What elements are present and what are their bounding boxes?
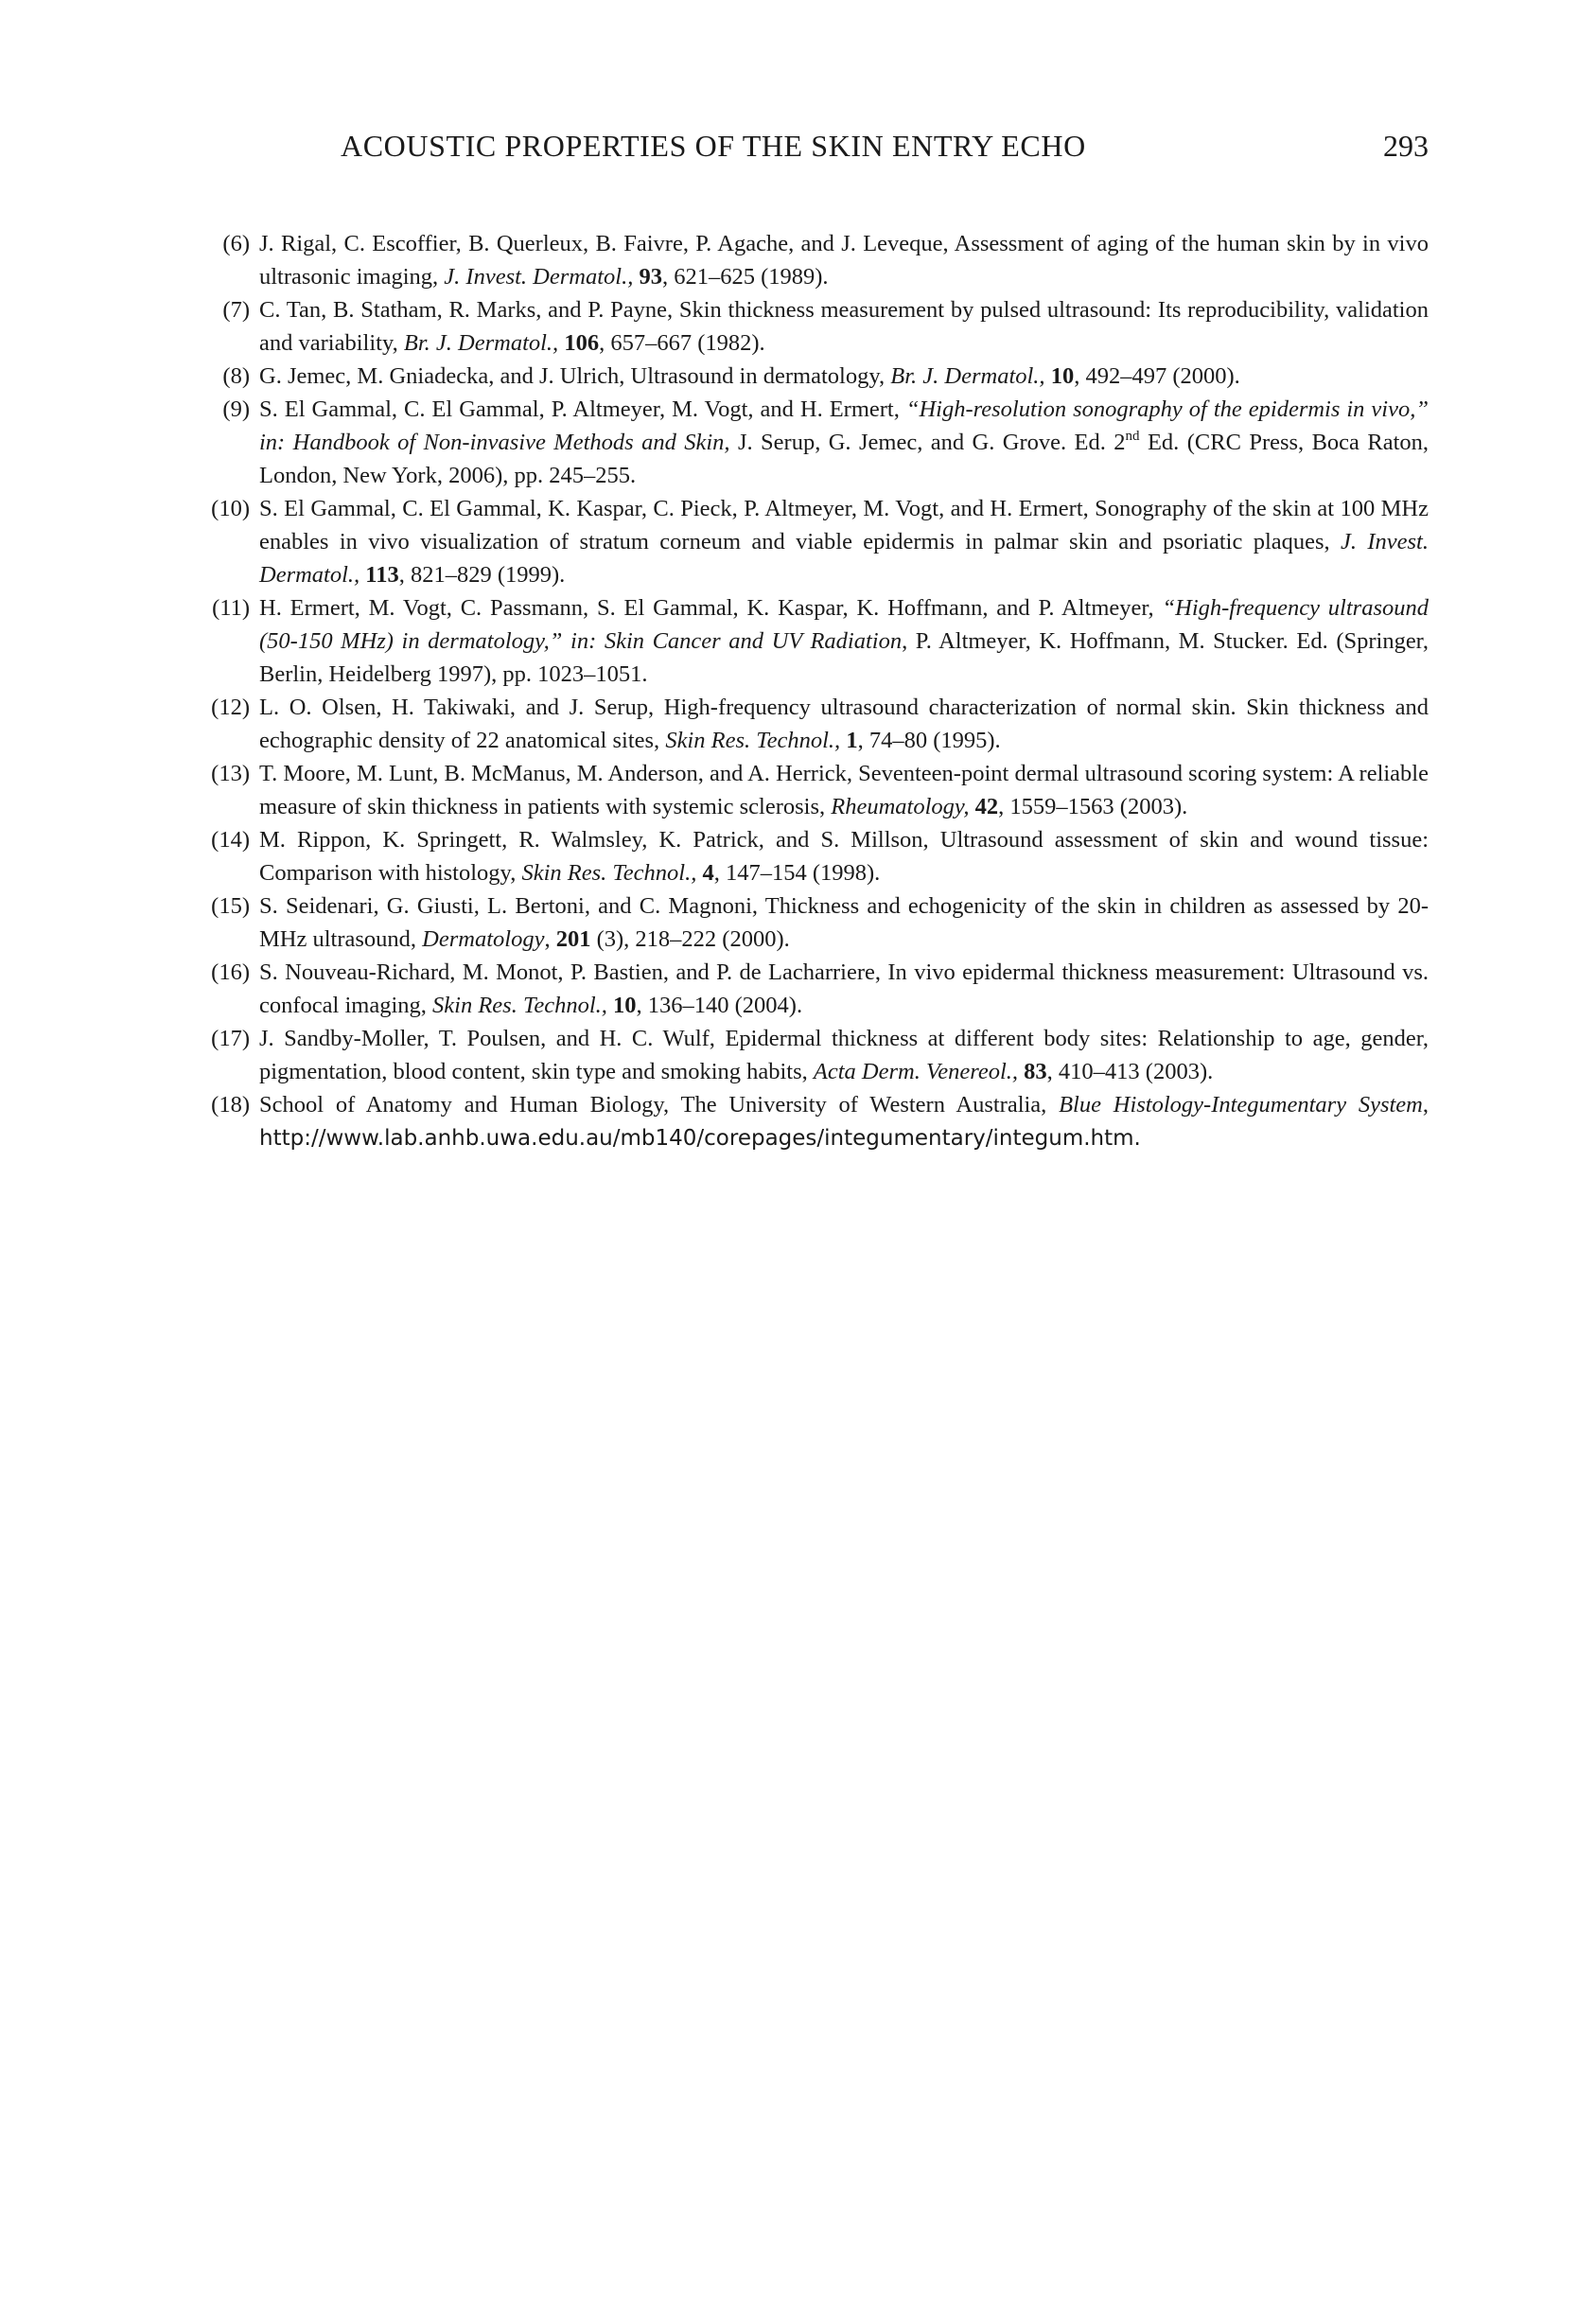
text-segment: G. Jemec, M. Gniadecka, and J. Ulrich, Ultrasound in dermatology, <box>259 363 891 389</box>
reference-text <box>259 227 1429 293</box>
italic-segment: Br. J. Dermatol., <box>403 330 559 356</box>
reference-item <box>197 393 1429 492</box>
superscript-segment: nd <box>1125 429 1140 444</box>
reference-item <box>197 360 1429 393</box>
text-segment: S. El Gammal, C. El Gammal, K. Kaspar, C. Pieck, P. Altmeyer, M. Vogt, and H. Ermert, Sonography of the skin at 100 MHz enables in vivo visualization of stratum corneum and viable epidermis in palmar skin and psoriatic plaques, <box>259 496 1429 554</box>
text-segment: , <box>1422 1092 1429 1118</box>
reference-text <box>259 757 1429 823</box>
italic-segment: J. Invest. Dermatol., <box>444 264 634 290</box>
text-segment: S. El Gammal, C. El Gammal, P. Altmeyer, M. Vogt, and H. Ermert, <box>259 396 906 422</box>
text-segment: J. Rigal, C. Escoffier, B. Querleux, B. Faivre, P. Agache, and J. Leveque, Assessment of aging of the human skin by in vivo ultrasonic imaging, <box>259 231 1429 290</box>
text-segment: , <box>544 926 556 952</box>
reference-number: (9) <box>222 396 250 422</box>
text-segment: , 1559–1563 (2003). <box>998 794 1188 819</box>
reference-number: (12) <box>211 695 250 720</box>
italic-segment: Rheumatology, <box>831 794 970 819</box>
text-segment: J. Sandby-Moller, T. Poulsen, and H. C. Wulf, Epidermal thickness at different body sites: Relationship to age, gender, pigmentation, blood content, skin type and smoking habits, <box>259 1026 1429 1084</box>
text-segment: Ed. (CRC Press, Boca Raton, London, New York, 2006), pp. 245–255. <box>259 430 1429 488</box>
reference-number: (11) <box>212 595 250 621</box>
reference-item <box>197 691 1429 757</box>
reference-number: (15) <box>211 893 250 919</box>
reference-number: (7) <box>222 297 250 323</box>
italic-segment: Dermatology <box>422 926 545 952</box>
reference-text <box>259 591 1429 691</box>
reference-item <box>197 823 1429 889</box>
reference-item <box>197 956 1429 1022</box>
text-segment: T. Moore, M. Lunt, B. McManus, M. Anderson, and A. Herrick, Seventeen-point dermal ultrasound scoring system: A reliable measure of skin thickness in patients with systemic sclerosis, <box>259 761 1429 819</box>
running-title: ACOUSTIC PROPERTIES OF THE SKIN ENTRY ECHO <box>341 129 1086 163</box>
text-segment: School of Anatomy and Human Biology, The University of Western Australia, <box>259 1092 1060 1118</box>
reference-text <box>259 889 1429 956</box>
text-segment: C. Tan, B. Statham, R. Marks, and P. Payne, Skin thickness measurement by pulsed ultrasound: Its reproducibility, validation and variability, <box>259 297 1429 356</box>
reference-item <box>197 1088 1429 1155</box>
text-segment: S. Nouveau-Richard, M. Monot, P. Bastien, and P. de Lacharriere, In vivo epidermal thickness measurement: Ultrasound vs. confocal imaging, <box>259 959 1429 1018</box>
bold-segment: 93 <box>639 264 662 290</box>
text-segment: S. Seidenari, G. Giusti, L. Bertoni, and C. Magnoni, Thickness and echogenicity of the skin in children as assessed by 20-MHz ultrasound, <box>259 893 1429 952</box>
reference-text <box>259 393 1429 492</box>
reference-item <box>197 889 1429 956</box>
reference-item <box>197 293 1429 360</box>
reference-number: (18) <box>211 1092 250 1118</box>
reference-number: (13) <box>211 761 250 786</box>
bold-segment: 1 <box>846 728 858 753</box>
text-segment: J. Serup, G. Jemec, and G. Grove. Ed. 2 <box>729 430 1126 455</box>
reference-item <box>197 1022 1429 1088</box>
italic-segment: “High-resolution sonography of the epidermis in vivo,” in: Handbook of Non-invasive Methods and Skin, <box>259 396 1429 455</box>
text-segment: , 74–80 (1995). <box>857 728 1001 753</box>
italic-segment: Skin Res. Technol., <box>432 993 607 1018</box>
reference-text <box>259 1022 1429 1088</box>
reference-number: (8) <box>222 363 250 389</box>
text-segment: , 147–154 (1998). <box>713 860 881 886</box>
reference-item <box>197 492 1429 591</box>
text-segment: (3), 218–222 (2000). <box>590 926 790 952</box>
text-segment: , 410–413 (2003). <box>1046 1059 1214 1084</box>
reference-text <box>259 956 1429 1022</box>
reference-text <box>259 823 1429 889</box>
bold-segment: 113 <box>365 562 399 588</box>
italic-segment: J. Invest. Dermatol., <box>259 529 1429 588</box>
reference-text <box>259 293 1429 360</box>
italic-segment: “High-frequency ultrasound (50-150 MHz) in dermatology,” in: Skin Cancer and UV Radiation <box>259 595 1429 654</box>
bold-segment: 106 <box>564 330 600 356</box>
text-segment: , P. Altmeyer, K. Hoffmann, M. Stucker. Ed. (Springer, Berlin, Heidelberg 1997), pp. 1023–1051. <box>259 628 1429 687</box>
reference-list <box>197 227 1429 1155</box>
reference-number: (10) <box>211 496 250 521</box>
reference-item <box>197 591 1429 691</box>
bold-segment: 4 <box>702 860 714 886</box>
text-segment: , 657–667 (1982). <box>599 330 765 356</box>
reference-number: (16) <box>211 959 250 985</box>
url-link[interactable]: http://www.lab.anhb.uwa.edu.au/mb140/corepages/integumentary/integum.htm. <box>259 1126 1141 1151</box>
italic-segment: Br. J. Dermatol., <box>890 363 1045 389</box>
italic-segment: Skin Res. Technol., <box>521 860 697 886</box>
text-segment: , 136–140 (2004). <box>636 993 803 1018</box>
running-head <box>341 129 1429 170</box>
reference-text <box>259 691 1429 757</box>
bold-segment: 10 <box>1050 363 1075 389</box>
reference-number: (17) <box>211 1026 250 1051</box>
reference-item <box>197 757 1429 823</box>
italic-segment: Blue Histology-Integumentary System <box>1059 1092 1423 1118</box>
reference-item <box>197 227 1429 293</box>
bold-segment: 10 <box>613 993 637 1018</box>
text-segment: M. Rippon, K. Springett, R. Walmsley, K. Patrick, and S. Millson, Ultrasound assessment of skin and wound tissue: Comparison with histology, <box>259 827 1429 886</box>
reference-number: (14) <box>211 827 250 853</box>
bold-segment: 42 <box>974 794 999 819</box>
reference-text <box>259 492 1429 591</box>
text-segment: , 821–829 (1999). <box>398 562 566 588</box>
bold-segment: 83 <box>1024 1059 1047 1084</box>
reference-text <box>259 1088 1429 1155</box>
text-segment: , 492–497 (2000). <box>1074 363 1240 389</box>
bold-segment: 201 <box>555 926 591 952</box>
reference-text <box>259 360 1429 393</box>
text-segment: L. O. Olsen, H. Takiwaki, and J. Serup, High-frequency ultrasound characterization of normal skin. Skin thickness and echographic density of 22 anatomical sites, <box>259 695 1429 753</box>
text-segment: H. Ermert, M. Vogt, C. Passmann, S. El Gammal, K. Kaspar, K. Hoffmann, and P. Altmeyer, <box>259 595 1163 621</box>
italic-segment: Skin Res. Technol., <box>665 728 841 753</box>
text-segment: , 621–625 (1989). <box>661 264 829 290</box>
italic-segment: Acta Derm. Venereol., <box>813 1059 1019 1084</box>
reference-number: (6) <box>222 231 250 256</box>
page-number: 293 <box>1383 129 1429 163</box>
